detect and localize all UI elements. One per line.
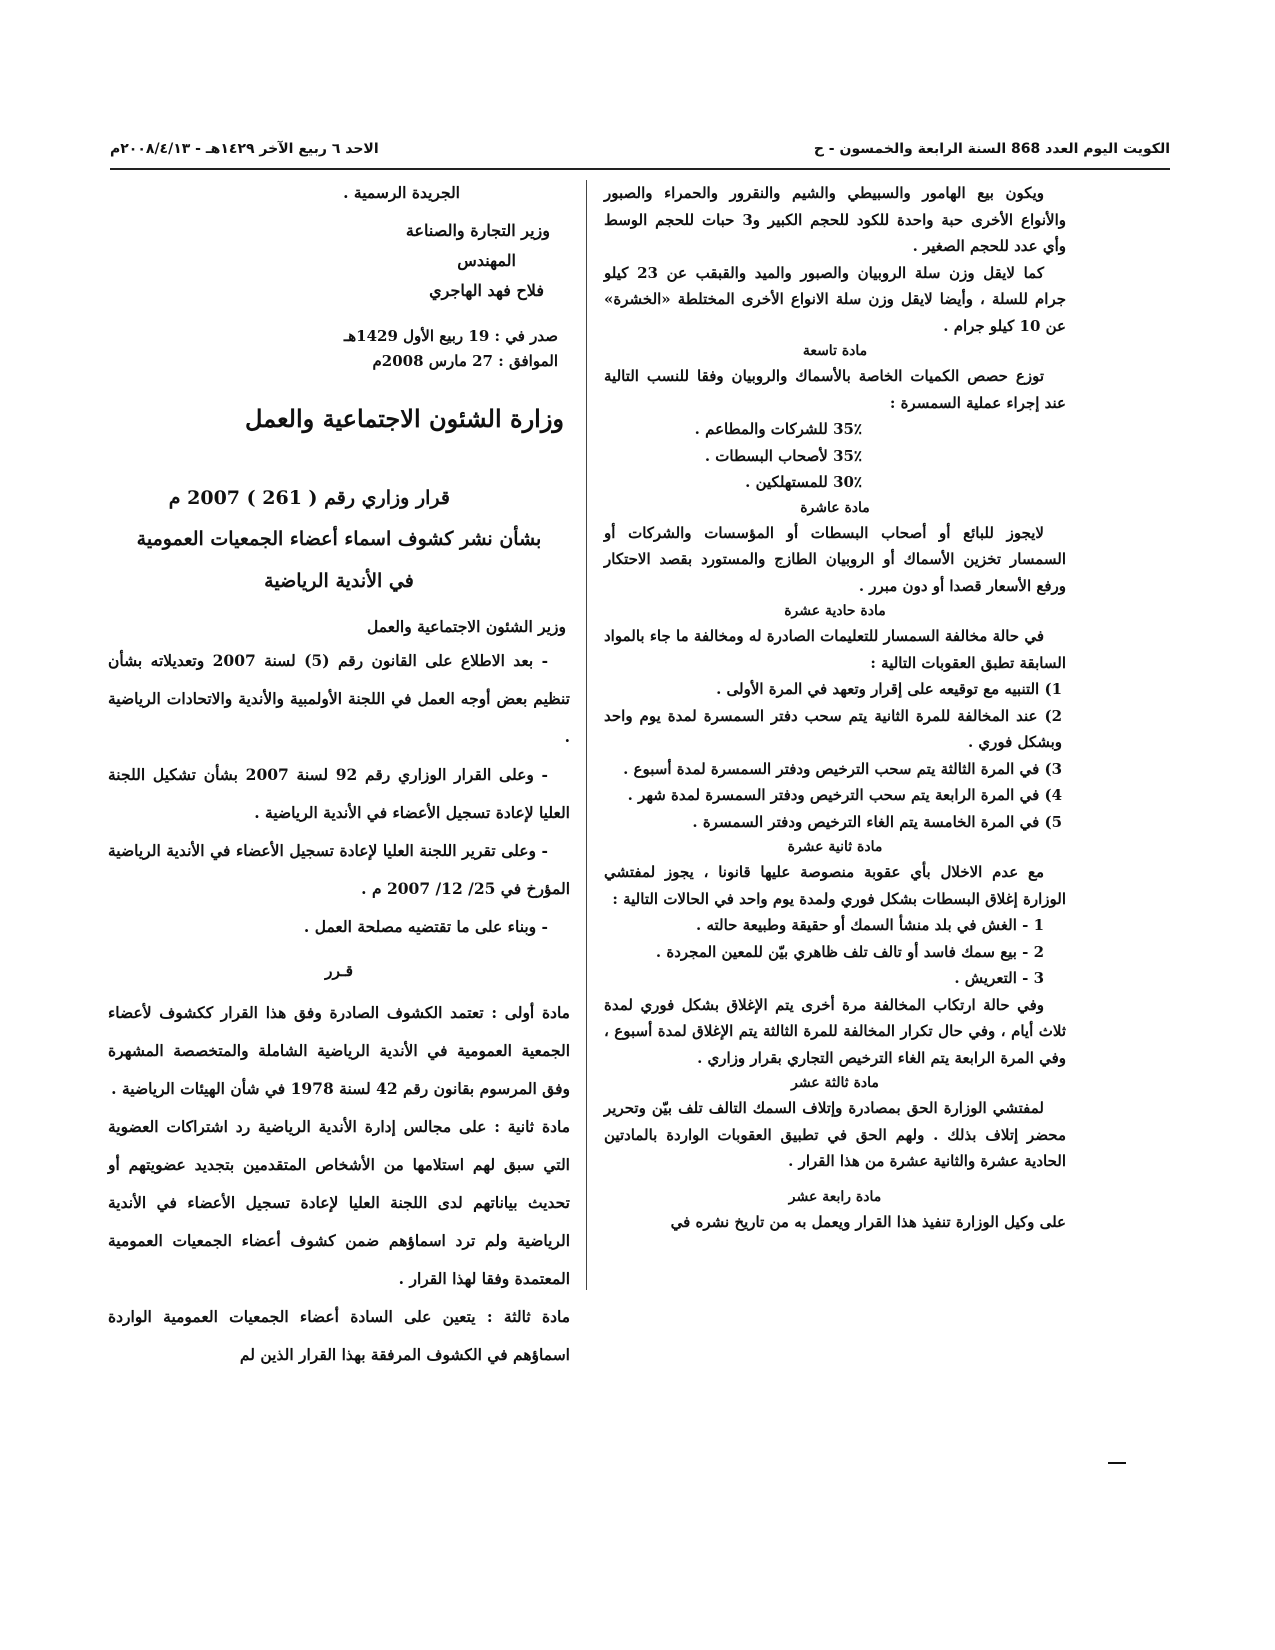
- left-column: [108, 180, 570, 1374]
- list-item: 3 - التعريش .: [954, 969, 1044, 987]
- article11-text: في حالة مخالفة السمسار للتعليمات الصادرة له ومخالفة ما جاء بالمواد السابقة تطبق العقوبات التالية :: [604, 627, 1066, 672]
- list-item: 2 - بيع سمك فاسد أو تالف تلف ظاهري بيّن للمعين المجردة .: [655, 942, 1044, 961]
- article14-text: على وكيل الوزارة تنفيذ هذا القرار ويعمل به من تاريخ نشره في: [670, 1212, 1066, 1231]
- column-divider: [586, 180, 587, 1290]
- signature-block: [108, 216, 570, 306]
- article3-label: مادة ثالثة :: [486, 1307, 571, 1326]
- article10-text: لايجوز للبائع أو أصحاب البسطات أو المؤسسات والشركات أو السمسار تخزين الأسماك أو الروبيان الطازج والمستورد بقصد الاحتكار ورفع الأسعار قصدا أو دون مبرر .: [604, 523, 1066, 595]
- issued-date: صدر في : 19 ربيع الأول 1429هـ: [343, 327, 558, 345]
- header-rule: [110, 168, 1170, 170]
- article3-text: يتعين على السادة أعضاء الجمعيات العمومية الواردة اسماؤهم في الكشوف المرفقة بهذا القرار الذين لم: [108, 1307, 570, 1364]
- article9-text: توزع حصص الكميات الخاصة بالأسماك والروبيان وفقا للنسب التالية عند إجراء عملية السمسرة :: [604, 367, 1066, 412]
- article13-title: مادة ثالثة عشر: [791, 1075, 879, 1091]
- article1: [108, 994, 570, 1108]
- list-item: 5) في المرة الخامسة يتم الغاء الترخيص ودفتر السمسرة .: [692, 812, 1062, 831]
- decision-title: قرار وزاري رقم ( 261 ) 2007 م: [168, 487, 450, 509]
- decision-subject: بشأن نشر كشوف اسماء أعضاء الجمعيات العمومية: [136, 528, 542, 550]
- article1-label: مادة أولى :: [491, 1003, 570, 1022]
- article13-text: لمفتشي الوزارة الحق بمصادرة وإتلاف السمك التالف تلف بيّن وتحرير محضر إتلاف بذلك . ولهم الحق في تطبيق العقوبات الواردة بالمادتين الحادية عشرة والثانية عشرة من هذا القرار .: [604, 1099, 1066, 1170]
- article14-title: مادة رابعة عشر: [788, 1188, 882, 1205]
- list-item: 1 - الغش في بلد منشأ السمك أو حقيقة وطبيعة حالته .: [696, 916, 1044, 934]
- recital: - وعلى القرار الوزاري رقم 92 لسنة 2007 بشأن تشكيل اللجنة العليا لإعادة تسجيل الأعضاء في الأندية الرياضية .: [108, 765, 570, 822]
- minister-line: وزير الشئون الاجتماعية والعمل: [367, 617, 566, 636]
- header-date: الاحد ٦ ربيع الآخر ١٤٢٩هـ - ٢٠٠٨/٤/١٣م: [110, 141, 379, 157]
- page-header: [110, 141, 1170, 165]
- article11-title: مادة حادية عشرة: [784, 603, 886, 619]
- paragraph-basket-weight: كما لايقل وزن سلة الروبيان والصبور والميد والقبقب عن 23 كيلو جرام للسلة ، وأيضا لايقل وزن سلة الانواع الأخرى المختلطة «الخشرة» عن 10 كيلو جرام .: [604, 263, 1066, 335]
- list-item: 35٪ لأصحاب البسطات .: [704, 446, 862, 465]
- recital: - وبناء على ما تقتضيه مصلحة العمل .: [303, 917, 548, 936]
- article12-title: مادة ثانية عشرة: [787, 839, 883, 855]
- right-column: [604, 180, 1066, 1235]
- recital: - وعلى تقرير اللجنة العليا لإعادة تسجيل الأعضاء في الأندية الرياضية المؤرخ في 25/ 12/ 2007 م .: [108, 841, 570, 898]
- header-issue-info: الكويت اليوم العدد 868 السنة الرابعة والخمسون - ح: [813, 141, 1170, 157]
- list-item: 30٪ للمستهلكين .: [745, 473, 862, 491]
- article12-text2: وفي حالة ارتكاب المخالفة مرة أخرى يتم الإغلاق بشكل فوري لمدة ثلاث أيام ، وفي حال تكرار المخالفة للمرة الثالثة يتم الإغلاق لمدة أسبوع ، وفي المرة الرابعة يتم الغاء الترخيص التجاري بقرار وزاري .: [604, 995, 1066, 1067]
- decides-heading: قـرر: [325, 961, 353, 980]
- list-item: 2) عند المخالفة للمرة الثانية يتم سحب دفتر السمسرة لمدة يوم واحد وبشكل فوري .: [604, 706, 1062, 751]
- article2-text: على مجالس إدارة الأندية الرياضية رد اشتراكات العضوية التي سبق لهم استلامها من الأشخاص المتقدمين بتجديد عضويتهم أو تحديث بياناتهم لدى اللجنة العليا لإعادة تسجيل الأعضاء في الأندية الرياضية ولم ترد اسماؤهم ضمن كشوف أعضاء الجمعيات العمومية المعتمدة وفقا لهذا القرار .: [108, 1117, 570, 1288]
- article2-label: مادة ثانية :: [494, 1117, 571, 1136]
- recital: - بعد الاطلاع على القانون رقم (5) لسنة 2007 وتعديلاته بشأن تنظيم بعض أوجه العمل في اللجنة الأولمبية والأندية والاتحادات الرياضية .: [108, 651, 570, 746]
- article2: [108, 1108, 570, 1298]
- signatory-title: وزير التجارة والصناعة: [405, 221, 550, 240]
- article3: [108, 1298, 570, 1374]
- list-item: 35٪ للشركات والمطاعم .: [694, 420, 862, 438]
- article9-title: مادة تاسعة: [802, 343, 868, 359]
- gazette-continuation: الجريدة الرسمية .: [343, 183, 460, 202]
- list-item: 3) في المرة الثالثة يتم سحب الترخيص ودفتر السمسرة لمدة أسبوع .: [623, 759, 1062, 778]
- corresponding-date: الموافق : 27 مارس 2008م: [372, 352, 558, 370]
- article9-list: [604, 416, 1066, 496]
- list-item: 1) التنبيه مع توقيعه على إقرار وتعهد في المرة الأولى .: [716, 680, 1062, 698]
- signatory-engineer: المهندس: [457, 251, 516, 270]
- article1-text: تعتمد الكشوف الصادرة وفق هذا القرار ككشوف لأعضاء الجمعية العمومية في الأندية الرياضية الشاملة والمتخصصة المشهرة وفق المرسوم بقانون رقم 42 لسنة 1978 في شأن الهيئات الرياضية .: [108, 1003, 570, 1098]
- signatory-name: فلاح فهد الهاجري: [429, 281, 544, 300]
- page-mark: [1108, 1462, 1126, 1464]
- decision-subject-line2: في الأندية الرياضية: [264, 570, 414, 592]
- issue-dates: [108, 324, 570, 374]
- list-item: 4) في المرة الرابعة يتم سحب الترخيص ودفتر السمسرة لمدة شهر .: [627, 786, 1062, 804]
- article10-title: مادة عاشرة: [800, 499, 870, 516]
- article12-text: مع عدم الاخلال بأي عقوبة منصوصة عليها قانونا ، يجوز لمفتشي الوزارة إغلاق البسطات بشكل فوري ولمدة يوم واحد في الحالات التالية :: [604, 863, 1066, 908]
- ministry-heading: وزارة الشئون الاجتماعية والعمل: [245, 404, 564, 433]
- paragraph-fish-sale: ويكون بيع الهامور والسبيطي والشيم والنقرور والحمراء والصبور والأنواع الأخرى حبة واحدة للكود للحجم الكبير و3 حبات للحجم الوسط وأي عدد للحجم الصغير .: [604, 184, 1066, 255]
